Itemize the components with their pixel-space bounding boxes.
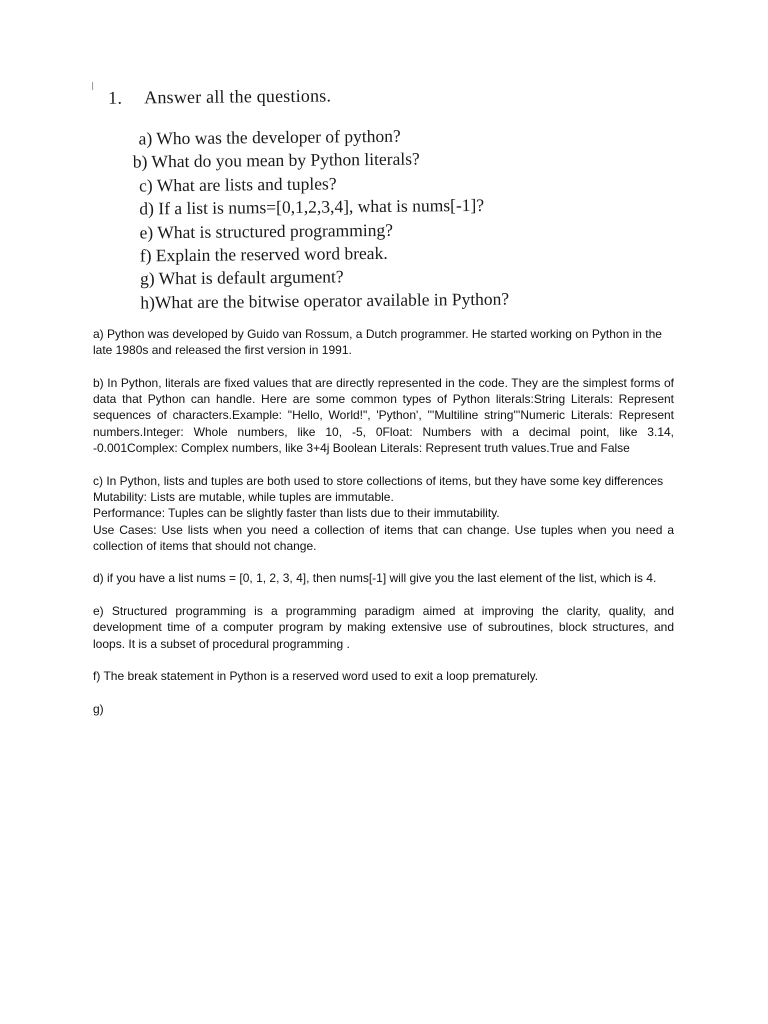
question-list xyxy=(132,124,510,315)
question-item-b: b) What do you mean by Python literals? xyxy=(132,148,420,172)
question-item-a: a) Who was the developer of python? xyxy=(138,125,401,149)
question-item-h: h)What are the bitwise operator available in Python? xyxy=(140,288,510,313)
answer-f: f) The break statement in Python is a reserved word used to exit a loop prematurely. xyxy=(93,669,539,684)
answer-e: e) Structured programming is a programming paradigm aimed at improving the clarity, quality, and development time of a computer program by making extensive use of subroutines, block structures, and loops. It is a subset of procedural programming . xyxy=(93,604,674,651)
question-item-d: d) If a list is nums=[0,1,2,3,4], what is nums[-1]? xyxy=(139,195,485,219)
question-item-e: e) What is structured programming? xyxy=(139,219,394,243)
question-scan-image xyxy=(88,74,670,312)
answer-c-usecases: Use Cases: Use lists when you need a collection of items that can change. Use tuples when you need a collection of items that should not change. xyxy=(93,522,674,553)
scan-artifact xyxy=(92,82,93,90)
question-number: 1. xyxy=(108,87,123,108)
answer-c-intro: c) In Python, lists and tuples are both used to store collections of items, but they have some key differences xyxy=(93,473,664,488)
answer-c-performance: Performance: Tuples can be slightly faster than lists due to their immutability. xyxy=(93,506,500,521)
answer-g: g) xyxy=(93,701,104,716)
question-title: Answer all the questions. xyxy=(144,85,332,108)
answer-c-mutability: Mutability: Lists are mutable, while tuples are immutable. xyxy=(93,489,394,504)
answer-d: d) if you have a list nums = [0, 1, 2, 3, 4], then nums[-1] will give you the last element of the list, which is 4. xyxy=(93,571,657,586)
question-item-f: f) Explain the reserved word break. xyxy=(139,242,388,266)
answer-c xyxy=(93,473,674,554)
answer-b: b) In Python, literals are fixed values that are directly represented in the code. They are the simplest forms of data that Python can handle. Here are some common types of Python literals:String Literals: Represent sequences of characters.Example: "Hello, World!", 'Python', '''Multiline string'''Numeric Literals: Represent numbers.Integer: Whole numbers, like 10, -5, 0Float: Numbers with a decimal point, like 3.14, -0.001Complex: Complex numbers, like 3+4j Boolean Literals: Represent truth values.True and False xyxy=(93,375,674,456)
question-heading xyxy=(108,85,331,108)
question-item-c: c) What are lists and tuples? xyxy=(139,173,337,196)
question-item-g: g) What is default argument? xyxy=(139,266,344,289)
answers-section xyxy=(93,326,674,733)
answer-a: a) Python was developed by Guido van Rossum, a Dutch programmer. He started working on Python in the late 1980s and released the first version in 1991. xyxy=(93,327,662,358)
